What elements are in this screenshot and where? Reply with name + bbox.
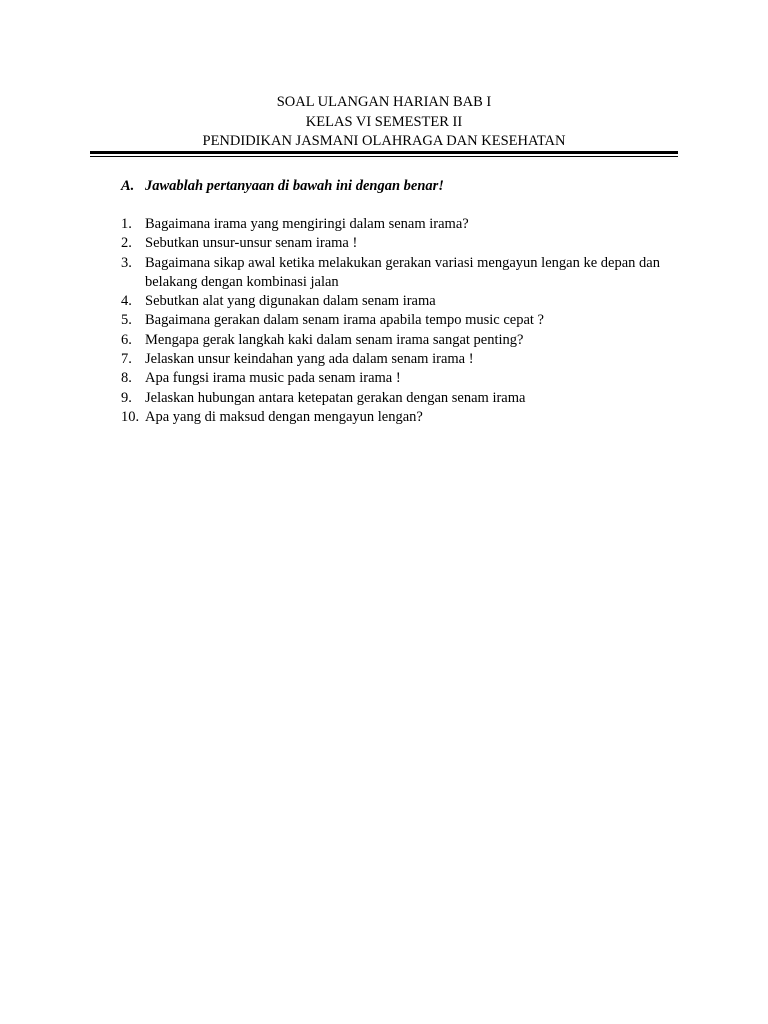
question-number: 8. <box>121 370 132 387</box>
question-text: Bagaimana irama yang mengiringi dalam senam irama? <box>145 216 469 232</box>
section-marker: A. <box>121 178 135 194</box>
header-divider-thick <box>90 151 678 154</box>
question-number: 1. <box>121 216 132 232</box>
document-header <box>90 93 678 152</box>
question-item <box>121 369 666 388</box>
question-number: 6. <box>121 331 132 348</box>
question-item <box>121 215 666 234</box>
question-number: 4. <box>121 293 132 310</box>
question-list <box>121 215 666 427</box>
question-number: 5. <box>121 312 132 329</box>
question-text: Jelaskan unsur keindahan yang ada dalam senam irama ! <box>145 351 474 368</box>
question-number: 9. <box>121 389 132 406</box>
question-number: 2. <box>121 235 132 252</box>
question-item <box>121 292 666 311</box>
question-text: Sebutkan alat yang digunakan dalam senam irama <box>145 293 436 310</box>
question-item <box>121 234 666 253</box>
question-text: Apa fungsi irama music pada senam irama ! <box>145 370 401 387</box>
question-item <box>121 389 666 408</box>
question-item <box>121 254 666 293</box>
question-item <box>121 350 666 369</box>
section-instruction <box>121 177 661 197</box>
class-semester: KELAS VI SEMESTER II <box>305 113 463 130</box>
question-text: Apa yang di maksud dengan mengayun lengan? <box>145 408 423 425</box>
question-number: 7. <box>121 351 132 368</box>
question-item <box>121 311 666 330</box>
question-item <box>121 331 666 350</box>
subject-title: PENDIDIKAN JASMANI OLAHRAGA DAN KESEHATAN <box>202 133 566 149</box>
question-text: Bagaimana gerakan dalam senam irama apabila tempo music cepat ? <box>145 312 544 329</box>
question-number: 10. <box>121 408 140 425</box>
question-text: Bagaimana sikap awal ketika melakukan gerakan variasi mengayun lengan ke depan dan belakang dengan kombinasi jalan <box>145 254 660 290</box>
question-text: Mengapa gerak langkah kaki dalam senam irama sangat penting? <box>145 331 524 348</box>
question-number: 3. <box>121 254 132 271</box>
question-text: Sebutkan unsur-unsur senam irama ! <box>145 235 358 252</box>
instruction-text: Jawablah pertanyaan di bawah ini dengan benar! <box>145 178 444 194</box>
question-item <box>121 408 666 427</box>
header-divider-thin <box>90 156 678 157</box>
question-text: Jelaskan hubungan antara ketepatan gerakan dengan senam irama <box>145 389 526 406</box>
exam-title: SOAL ULANGAN HARIAN BAB I <box>276 94 492 110</box>
